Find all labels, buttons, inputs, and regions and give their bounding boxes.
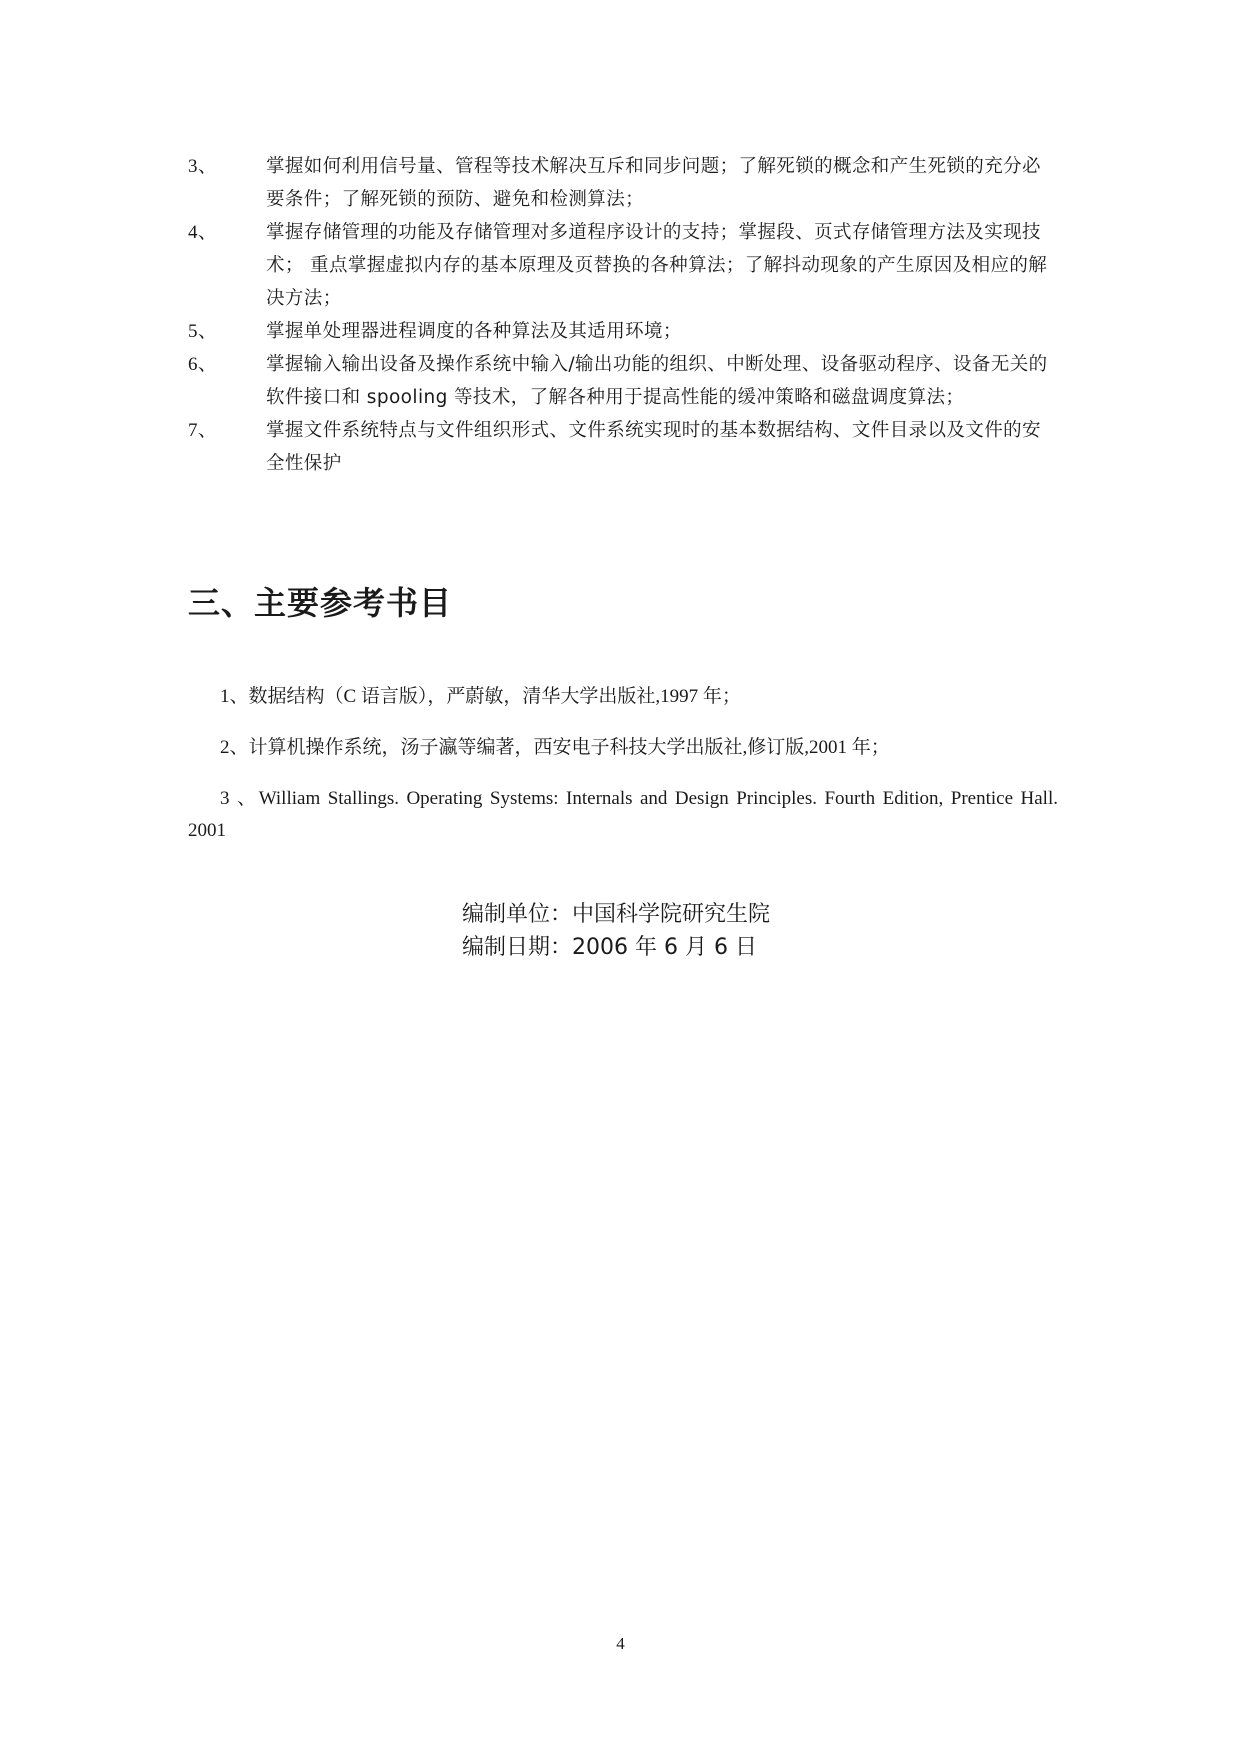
list-item	[188, 150, 1058, 216]
compiling-unit: 编制单位：中国科学院研究生院	[462, 902, 771, 927]
list-item	[188, 414, 1058, 480]
list-item-number: 6、	[188, 354, 218, 375]
list-item-text: 掌握存储管理的功能及存储管理对多道程序设计的支持；掌握段、页式存储管理方法及实现技术； 重点掌握虚拟内存的基本原理及页替换的各种算法；了解抖动现象的产生原因及相应的解决方法；	[266, 222, 1048, 309]
list-item	[188, 216, 1058, 315]
section-heading: 三、主要参考书目	[188, 584, 453, 622]
list-item-text: 掌握单处理器进程调度的各种算法及其适用环境；	[266, 321, 682, 342]
page-number: 4	[616, 1634, 625, 1653]
reference-item: 3 、William Stallings. Operating Systems: Internals and Design Principles. Fourth Edition, Prentice Hall. 2001	[188, 788, 1058, 841]
list-item	[188, 348, 1058, 414]
list-item-number: 5、	[188, 321, 218, 342]
list-item-text: 掌握如何利用信号量、管程等技术解决互斥和同步问题；了解死锁的概念和产生死锁的充分必要条件；了解死锁的预防、避免和检测算法；	[266, 156, 1041, 210]
compiling-date: 编制日期：2006 年 6 月 6 日	[462, 935, 757, 960]
reference-item: 2、计算机操作系统，汤子瀛等编著，西安电子科技大学出版社,修订版,2001 年；	[220, 737, 890, 758]
list-item-number: 3、	[188, 156, 218, 177]
references-list	[188, 662, 1058, 864]
signoff-block	[462, 898, 770, 964]
objectives-list	[188, 150, 1058, 480]
list-item	[188, 315, 1058, 348]
list-item-text: 掌握文件系统特点与文件组织形式、文件系统实现时的基本数据结构、文件目录以及文件的安全性保护	[266, 420, 1041, 474]
list-item-number: 4、	[188, 222, 218, 243]
list-item-text: 掌握输入输出设备及操作系统中输入/输出功能的组织、中断处理、设备驱动程序、设备无关的软件接口和 spooling 等技术，了解各种用于提高性能的缓冲策略和磁盘调度算法；	[266, 354, 1048, 408]
list-item-number: 7、	[188, 420, 218, 441]
reference-item: 1、数据结构（C 语言版），严蔚敏，清华大学出版社,1997 年；	[220, 686, 741, 707]
